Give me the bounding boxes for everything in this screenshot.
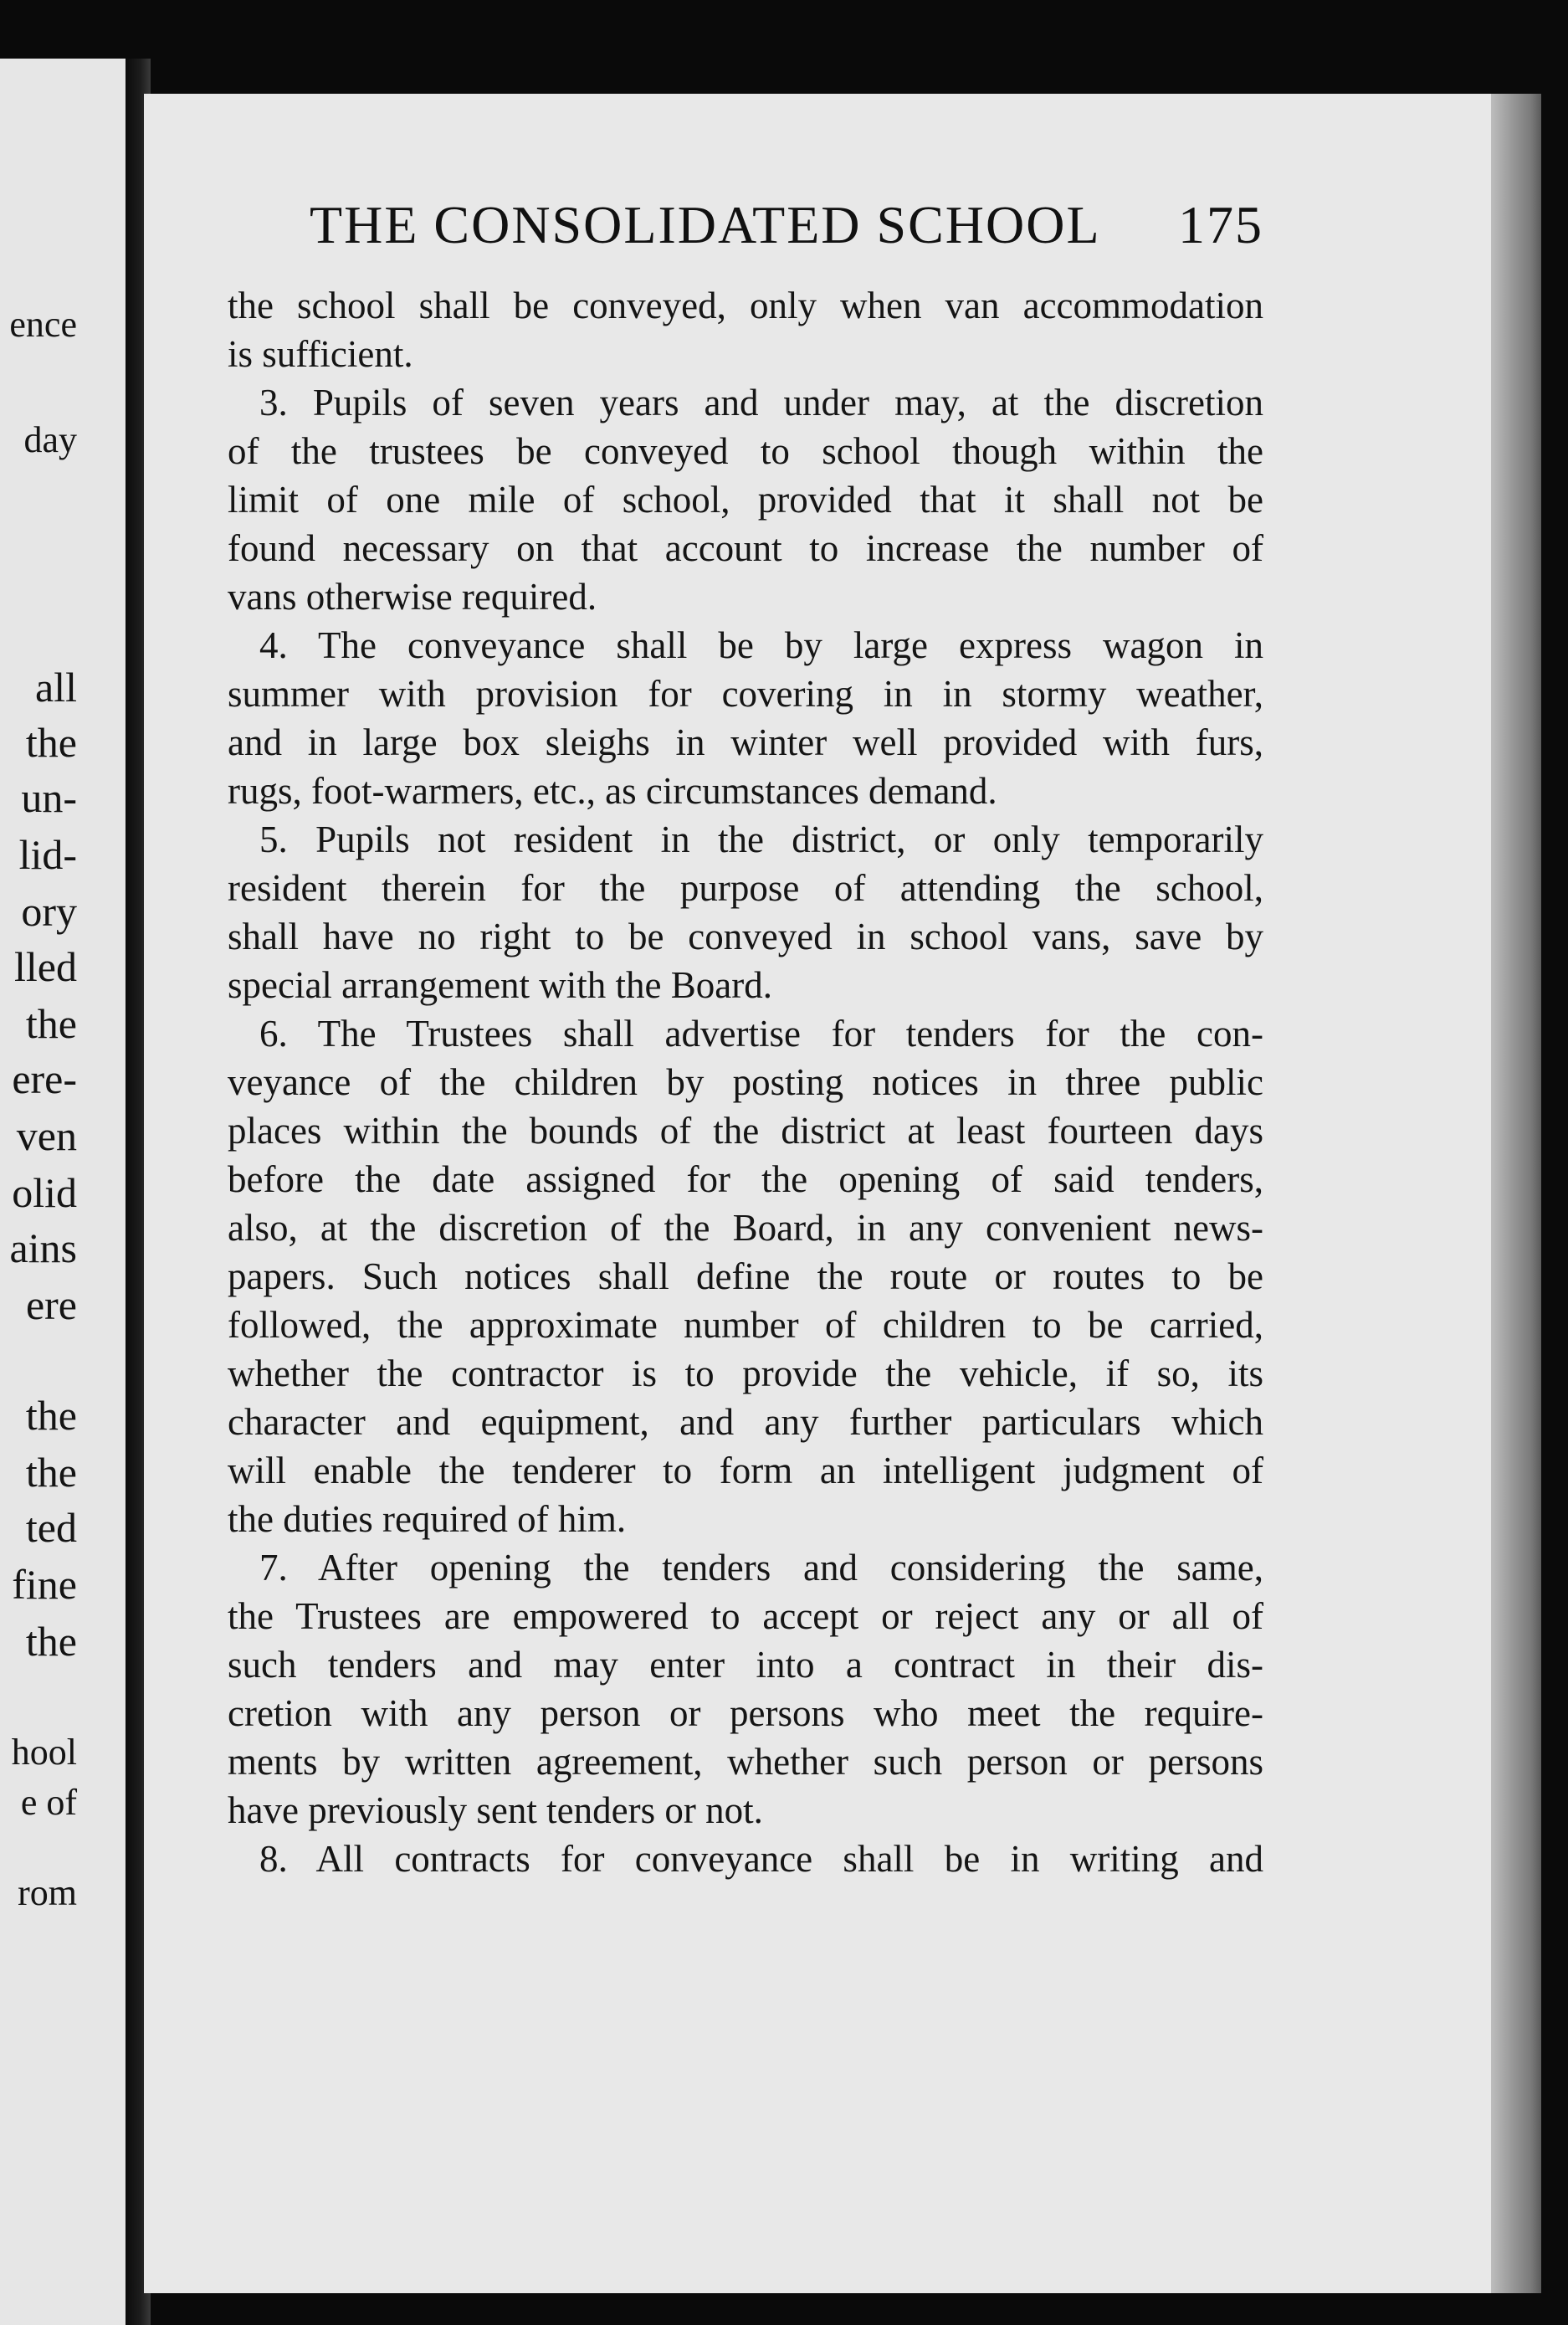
left-page-fragment: ere- bbox=[12, 1055, 77, 1102]
left-page-fragment: ence bbox=[9, 304, 77, 345]
text-line: is sufficient. bbox=[228, 333, 413, 375]
text-line: found necessary on that account to increase the number of bbox=[228, 527, 1263, 569]
left-page-fragment: the bbox=[25, 1000, 77, 1047]
text-line: also, at the discretion of the Board, in any convenient news- bbox=[228, 1207, 1263, 1249]
text-line: 6. The Trustees shall advertise for tenders for the con- bbox=[259, 1013, 1263, 1055]
left-page-fragment: olid bbox=[12, 1169, 77, 1216]
text-line: rugs, foot-warmers, etc., as circumstances demand. bbox=[228, 770, 997, 812]
left-page-fragment: the bbox=[25, 1392, 77, 1439]
text-line: the duties required of him. bbox=[228, 1498, 627, 1540]
text-line: will enable the tenderer to form an intelligent judgment of bbox=[228, 1450, 1263, 1491]
text-line: limit of one mile of school, provided that it shall not be bbox=[228, 479, 1263, 521]
left-page-fragment: hool bbox=[11, 1732, 77, 1773]
text-line: the school shall be conveyed, only when van accommodation bbox=[228, 285, 1263, 326]
text-line: whether the contractor is to provide the vehicle, if so, its bbox=[228, 1352, 1263, 1394]
text-line: followed, the approximate number of children to be carried, bbox=[228, 1304, 1263, 1346]
running-head bbox=[310, 194, 1263, 256]
left-page-fragment: the bbox=[25, 1618, 77, 1665]
text-line: places within the bounds of the district at least fourteen days bbox=[228, 1110, 1263, 1152]
left-page-fragment: e of bbox=[20, 1782, 77, 1823]
text-line: character and equipment, and any further particulars which bbox=[228, 1401, 1263, 1443]
left-page-fragment: day bbox=[23, 419, 77, 460]
left-page-fragment: ains bbox=[9, 1224, 77, 1271]
text-line: vans otherwise required. bbox=[228, 576, 597, 618]
text-line: 4. The conveyance shall be by large express wagon in bbox=[259, 624, 1263, 666]
text-line: before the date assigned for the opening of said tenders, bbox=[228, 1158, 1263, 1200]
text-line: the Trustees are empowered to accept or reject any or all of bbox=[228, 1595, 1263, 1637]
previous-page-edge bbox=[0, 59, 126, 2325]
left-page-fragment: the bbox=[25, 1449, 77, 1496]
text-line: resident therein for the purpose of attending the school, bbox=[228, 867, 1263, 909]
left-page-fragment: the bbox=[25, 719, 77, 766]
text-line: ments by written agreement, whether such person or persons bbox=[228, 1741, 1263, 1783]
left-page-fragment: fine bbox=[12, 1561, 77, 1608]
text-line: special arrangement with the Board. bbox=[228, 964, 773, 1006]
text-line: cretion with any person or persons who meet the require- bbox=[228, 1692, 1263, 1734]
text-line: 7. After opening the tenders and considering the same, bbox=[259, 1547, 1263, 1588]
body-text bbox=[228, 281, 1263, 1883]
text-line: 3. Pupils of seven years and under may, at the discretion bbox=[259, 382, 1263, 423]
running-head-title: THE CONSOLIDATED SCHOOL bbox=[310, 195, 1101, 254]
left-page-fragment: ven bbox=[16, 1112, 77, 1159]
text-line: such tenders and may enter into a contract in their dis- bbox=[228, 1644, 1263, 1686]
text-line: veyance of the children by posting notices in three public bbox=[228, 1061, 1263, 1103]
page-edge-stack bbox=[1491, 94, 1541, 2293]
text-line: summer with provision for covering in in stormy weather, bbox=[228, 673, 1263, 715]
text-line: papers. Such notices shall define the route or routes to be bbox=[228, 1255, 1263, 1297]
left-page-fragment: all bbox=[35, 664, 77, 711]
text-line: and in large box sleighs in winter well provided with furs, bbox=[228, 721, 1263, 763]
text-line: shall have no right to be conveyed in school vans, save by bbox=[228, 916, 1263, 957]
left-page-fragment: lid- bbox=[18, 831, 77, 878]
left-page-fragment: rom bbox=[18, 1872, 77, 1913]
left-page-fragment: un- bbox=[21, 774, 77, 821]
text-line: of the trustees be conveyed to school though within the bbox=[228, 430, 1263, 472]
text-line: have previously sent tenders or not. bbox=[228, 1789, 763, 1831]
text-line: 8. All contracts for conveyance shall be in writing and bbox=[259, 1838, 1263, 1880]
left-page-fragment: ted bbox=[25, 1504, 77, 1551]
page-number: 175 bbox=[1178, 195, 1263, 254]
left-page-fragment: ere bbox=[25, 1281, 77, 1328]
left-page-fragment: ory bbox=[21, 888, 77, 935]
text-line: 5. Pupils not resident in the district, or only temporarily bbox=[259, 819, 1263, 860]
left-page-fragment: lled bbox=[14, 943, 77, 990]
